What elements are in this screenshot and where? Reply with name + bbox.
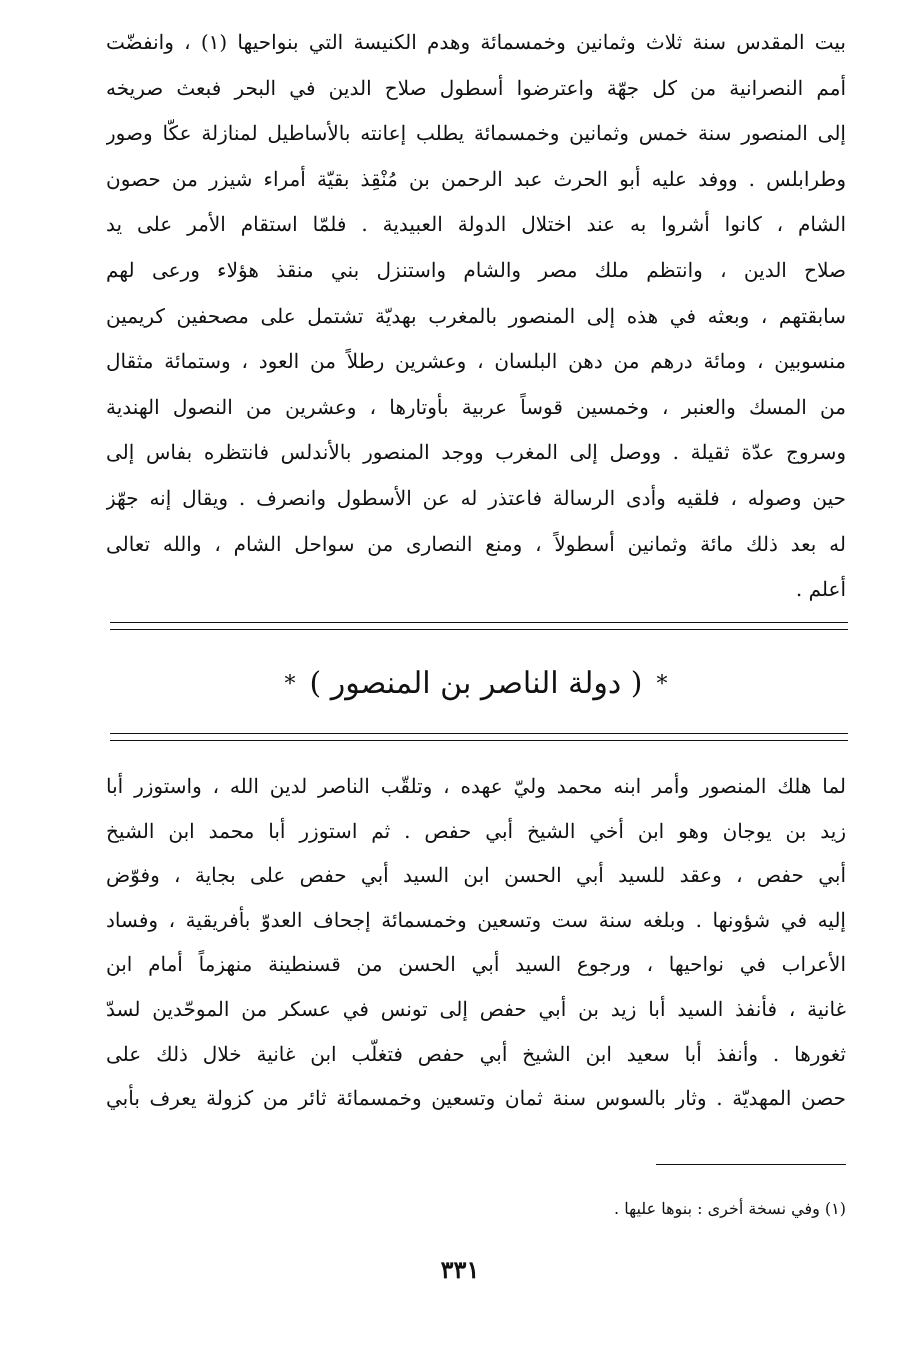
text-line: وسروج عدّة ثقيلة . ووصل إلى المغرب ووجد المنصور بالأندلس فانتظره بفاس إلى — [106, 440, 846, 465]
text-line: من المسك والعنبر ، وخمسين قوساً عربية بأوتارها ، وعشرين من النصول الهندية — [106, 394, 846, 419]
section-heading — [106, 656, 846, 712]
text-line: وطرابلس . ووفد عليه أبو الحرث عبد الرحمن بن مُنْقِذ بقيّة أمراء شيزر من حصون — [106, 166, 846, 191]
text-line: منسوبين ، ومائة درهم من دهن البلسان ، وعشرين رطلاً من العود ، وستمائة مثقال — [106, 349, 846, 374]
divider-rule — [110, 622, 848, 623]
top-paragraph — [106, 20, 846, 613]
text-line: سابقتهم ، وبعثه في هذه إلى المنصور بالمغرب بهديّة تشتمل على مصحفين كريمين — [106, 303, 846, 328]
star-ornament: * — [656, 672, 668, 697]
text-line: حين وصوله ، فلقيه وأدى الرسالة فاعتذر له عن الأسطول وانصرف . ويقال إنه جهّز — [106, 485, 846, 510]
text-line: الشام ، كانوا أشروا به عند اختلال الدولة العبيدية . فلمّا استقام الأمر على يد — [106, 212, 846, 237]
section-title: ( دولة الناصر بن المنصور ) — [309, 666, 643, 701]
divider-rule — [110, 629, 848, 630]
divider-rule — [110, 740, 848, 741]
footnote: (١) وفي نسخة أخرى : بنوها عليها . — [614, 1199, 846, 1218]
text-line: بيت المقدس سنة ثلاث وثمانين وخمسمائة وهدم الكنيسة التي بنواحيها (١) ، وانفضّت — [106, 30, 846, 54]
text-line: إليه في شؤونها . وبلغه سنة ست وتسعين وخمسمائة إجحاف العدوّ بأفريقية ، وفساد — [106, 907, 846, 932]
text-line: الأعراب في نواحيها ، ورجوع السيد أبي الحسن من قسنطينة منهزماً أمام ابن — [106, 952, 846, 977]
text-line: غانية ، فأنفذ السيد أبا زيد بن أبي حفص إلى تونس في عسكر من الموحّدين لسدّ — [106, 996, 846, 1021]
page-number: ٣٣١ — [440, 1255, 480, 1284]
text-line: له بعد ذلك مائة وثمانين أسطولاً ، ومنع النصارى من سواحل الشام ، والله تعالى — [106, 531, 846, 556]
text-line: أبي حفص ، وعقد للسيد أبي الحسن ابن السيد أبي حفص على بجاية ، وفوّض — [106, 863, 846, 888]
text-line: أعلم . — [795, 577, 846, 602]
text-line: أمم النصرانية من كل جهّة واعترضوا أسطول صلاح الدين في البحر فبعث صريخه — [106, 75, 846, 100]
text-line: لما هلك المنصور وأمر ابنه محمد وليّ عهده ، وتلقّب الناصر لدين الله ، واستوزر أبا — [106, 774, 846, 798]
bottom-paragraph — [106, 764, 846, 1121]
footnote-rule — [656, 1164, 846, 1165]
text-line: حصن المهديّة . وثار بالسوس سنة ثمان وتسعين وخمسمائة ثائر من كزولة يعرف بأبي — [106, 1086, 846, 1111]
text-line: إلى المنصور سنة خمس وثمانين وخمسمائة يطلب إعانته بالأساطيل لمنازلة عكّا وصور — [106, 121, 846, 146]
text-line: صلاح الدين ، وانتظم ملك مصر والشام واستنزل بني منقذ هؤلاء ورعى لهم — [106, 257, 846, 282]
star-ornament: * — [284, 672, 296, 697]
text-line: ثغورها . وأنفذ أبا سعيد ابن الشيخ أبي حفص فتغلّب ابن غانية خلال ذلك على — [106, 1041, 846, 1066]
divider-rule — [110, 733, 848, 734]
text-line: زيد بن يوجان وهو ابن أخي الشيخ أبي حفص . ثم استوزر أبا محمد ابن الشيخ — [106, 818, 846, 843]
